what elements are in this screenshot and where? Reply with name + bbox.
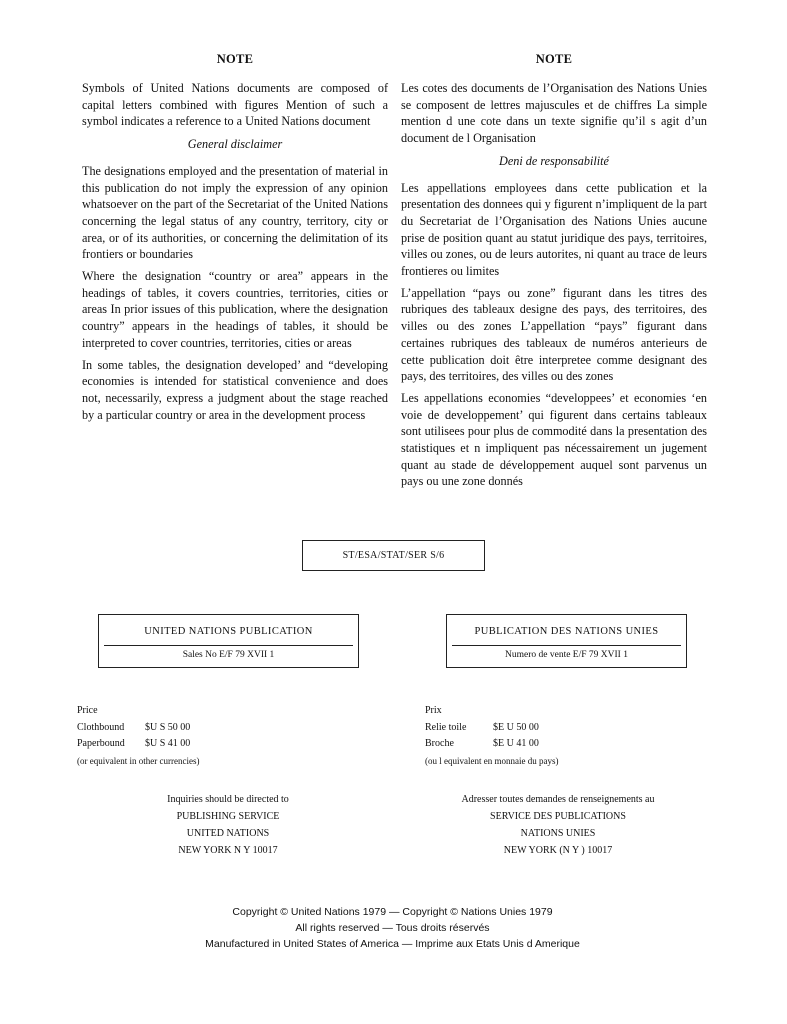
price-label-fr: Prix	[425, 705, 442, 716]
address-line: SERVICE DES PUBLICATIONS	[490, 811, 626, 822]
binding-type: Clothbound	[77, 721, 125, 733]
disclaimer-title-fr: Deni de responsabilité	[499, 153, 609, 168]
price-row	[77, 736, 277, 753]
price-row	[425, 720, 625, 737]
rights-line: All rights reserved — Tous droits réservés	[295, 922, 490, 934]
price-block-fr	[425, 703, 625, 769]
price-row	[77, 720, 277, 737]
paragraph-fr-3: Les appellations economies “developpees’ et economies ‘en voie de developpement’ qui figurent dans certains tableaux sont utilisees pour plus de commodité dans la presentation des statistiques et n impliquent pas nécessairement un jugement quant au stade de développement auquel sont parvenus un pays ou une zone donnés	[401, 390, 707, 489]
publication-divider-en	[104, 645, 353, 646]
note-body-en	[82, 80, 388, 428]
address-line: Adresser toutes demandes de renseignements au	[461, 794, 655, 805]
currency-note-fr: (ou l equivalent en monnaie du pays)	[425, 755, 559, 766]
binding-type: Broche	[425, 738, 454, 749]
price-amount: $U S 41 00	[145, 738, 191, 749]
sales-number-en: Sales No E/F 79 XVII 1	[182, 650, 275, 660]
address-block-en	[128, 791, 328, 859]
paragraph-en-3: In some tables, the designation developed’ and “developing economies is intended for statistical convenience and does not, necessarily, express a judgment about the stage reached by a particular country or area in the development process	[82, 357, 388, 422]
currency-note-en: (or equivalent in other currencies)	[77, 755, 200, 766]
copyright-block	[150, 904, 635, 952]
manufactured-line: Manufactured in United States of America — Imprime aux Etats Unis d Amerique	[205, 938, 580, 950]
intro-fr: Les cotes des documents de l’Organisation des Nations Unies se composent de lettres majuscules et de chiffres La simple mention d une cote dans un texte signifie qu’il s agit d’un document de l Organisation	[401, 81, 707, 146]
price-amount: $E U 41 00	[493, 738, 539, 749]
paragraph-en-1: The designations employed and the presentation of material in this publication do not imply the expression of any opinion whatsoever on the part of the Secretariat of the United Nations concerning the legal status of any country, territory, city or area, or of its authorities, or concerning the delimitation of its frontiers or boundaries	[82, 163, 388, 262]
publication-title-fr: PUBLICATION DES NATIONS UNIES	[474, 626, 659, 637]
publication-box-en	[98, 614, 359, 668]
price-block-en	[77, 703, 277, 769]
binding-type: Paperbound	[77, 738, 125, 749]
address-line: Inquiries should be directed to	[167, 794, 289, 805]
address-line: NEW YORK N Y 10017	[178, 845, 278, 856]
address-line: UNITED NATIONS	[186, 828, 270, 839]
price-amount: $E U 50 00	[493, 721, 539, 733]
paragraph-en-2: Where the designation “country or area” appears in the headings of tables, it covers countries, territories, cities or areas In prior issues of this publication, where the designation country” appears in the headings of tables, it should be interpreted to cover countries, territories, cities or areas	[82, 269, 388, 350]
disclaimer-title-en: General disclaimer	[187, 137, 283, 152]
price-label-en: Price	[77, 705, 98, 716]
address-line: NATIONS UNIES	[520, 828, 596, 839]
publication-box-fr	[446, 614, 687, 668]
copyright-line: Copyright © United Nations 1979 — Copyright © Nations Unies 1979	[232, 906, 553, 918]
price-amount: $U S 50 00	[145, 721, 191, 733]
note-body-fr	[401, 80, 707, 495]
address-line: PUBLISHING SERVICE	[176, 811, 280, 822]
intro-en: Symbols of United Nations documents are composed of capital letters combined with figures Mention of such a symbol indicates a reference to a United Nations document	[82, 81, 388, 129]
address-line: NEW YORK (N Y ) 10017	[503, 845, 613, 856]
sales-number-fr: Numero de vente E/F 79 XVII 1	[505, 650, 628, 660]
paragraph-fr-1: Les appellations employees dans cette publication et la presentation des donnees qui y figurent n’impliquent de la part du Secretariat de l’Organisation des Nations Unies aucune prise de position quant au statut juridique des pays, territoires, villes ou zones, ou de leurs autorites, ni quant au trace de leurs frontieres ou limites	[401, 180, 707, 279]
note-heading-fr: NOTE	[535, 52, 573, 66]
publication-title-en: UNITED NATIONS PUBLICATION	[144, 626, 313, 637]
paragraph-fr-2: L’appellation “pays ou zone” figurant dans les titres des rubriques des tableaux designe des pays, des territoires, des villes ou des zones L’appellation “pays” figurant dans certaines rubriques des tableaux de numéros anterieurs de cette publication doit être interpretee comme designant des pays, des territoires, des villes ou des zones	[401, 285, 707, 384]
publication-divider-fr	[452, 645, 681, 646]
binding-type: Relie toile	[425, 721, 467, 733]
price-row	[425, 736, 625, 753]
document-symbol: ST/ESA/STAT/SER S/6	[302, 540, 485, 571]
note-heading-en: NOTE	[216, 52, 254, 66]
address-block-fr	[438, 791, 678, 859]
